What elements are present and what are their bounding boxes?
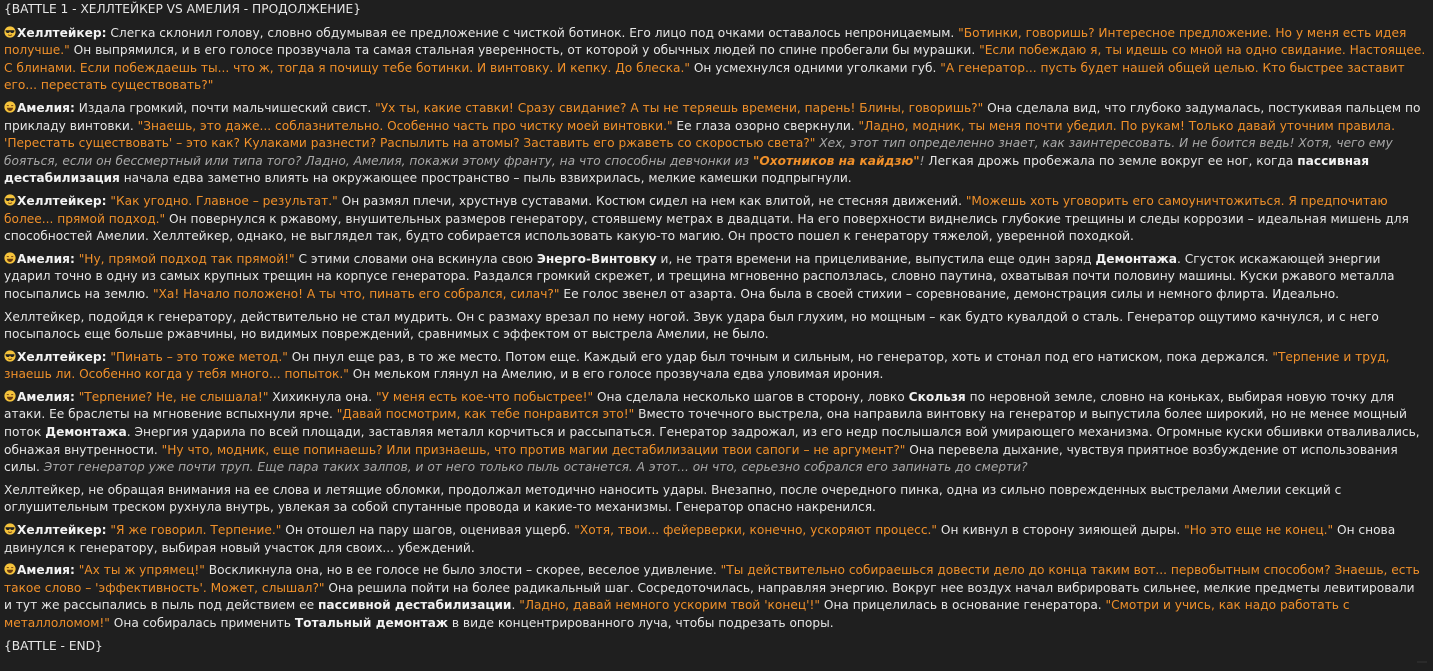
speaker-name: Амелия: [17,251,75,266]
narration-text: Она решила пойти на более радикальный шаг. Сосредоточилась, направляя энергию. Вокруг нее воздух начал вибрировать сильнее, мелкие предметы левитировали и тут же рассыпались в пыль под действием ее [4,580,1419,613]
speaker-name: Хеллтейкер: [17,523,107,538]
narration-text: Он пнул еще раз, в то же место. Потом еще. Каждый его удар был точным и сильным, но генератор, хоть и стонал под его натиском, пока держался. [287,349,1273,364]
dialogue-quote: "Смотри и учись, как надо работать с металлоломом!" [4,598,1354,630]
dialogue-quote: "Терпение? Не, не слышала!" [78,389,269,404]
message-paragraph [4,309,1426,344]
narration-text: в виде концентрированного луча, чтобы подрезать опоры. [447,616,834,630]
sunglasses-icon [4,350,16,362]
grin-icon [4,252,16,264]
ability-name: Энерго-Винтовку [536,251,657,266]
narration-text: Он размял плечи, хрустнув суставами. Костюм сидел на нем как влитой, не стесняя движений. [337,193,966,208]
dialogue-quote: "Хотя, твои... фейерверки, конечно, ускоряют процесс." [574,523,938,538]
scrollbar-thumb[interactable] [1417,661,1427,663]
speaker-name: Хеллтейкер: [17,25,107,40]
battle-header: {BATTLE 1 - ХЕЛЛТЕЙКЕР VS АМЕЛИЯ - ПРОДОЛЖЕНИЕ} [4,2,362,16]
dialogue-quote: "Если побеждаю я, ты идешь со мной на одно свидание. Настоящее. С блинами. Если побеждаешь ты... что ж, тогда я почищу тебе ботинки. И винтовку. И кепку. До блеска." [4,43,1430,75]
narration-text: Ее глаза озорно сверкнули. [672,118,859,133]
narration-text: . Сгусток искажающей энергии ударил точно в одну из самых крупных трещин на корпусе генератора. Раздался громкий скрежет, и трещина мгновенно расползлась, словно паутина, охватывая почти половину машины. Куски ржавого металла посыпались на землю. [4,251,1399,301]
dialogue-quote: "Я же говорил. Терпение." [110,523,282,538]
narration-text: С этими словами она вскинула свою [294,251,537,266]
narration-text: Слегка склонил голову, словно обдумывая ее предложение с чисткой ботинок. Его лицо под очками оставалось непроницаемым. [106,25,959,40]
ability-name: Скользя [908,389,966,404]
dialogue-quote: "Ах ты ж упрямец!" [78,563,205,578]
chat-log [4,1,1430,655]
ability-name: Демонтажа [45,425,127,440]
narration-text: начала едва заметно влиять на окружающее пространство – пыль взвихрилась, мелкие камешки подпрыгнули. [119,171,852,186]
dialogue-quote: "Терпение и труд, знаешь ли. Особенно когда у тебя много... попыток." [4,349,1394,382]
speaker-name: Хеллтейкер: [17,193,107,208]
narration-text: Она собиралась применить [109,616,295,630]
dialogue-quote: "Пинать – это тоже метод." [110,349,288,364]
narration-text: Издала громкий, почти мальчишеский свист. [74,100,376,115]
message-paragraph [4,193,1426,246]
ability-name: Тотальный демонтаж [294,616,448,630]
grin-icon [4,101,16,113]
speaker-name: Хеллтейкер: [17,349,107,364]
narration-text: Ее голос звенел от азарта. Она была в своей стихии – соревнование, демонстрация силы и немного флирта. Идеально. [559,286,1340,301]
dialogue-quote: "Но это еще не конец." [1184,523,1334,538]
dialogue-quote: "Ты действительно собираешься довести дело до конца таким вот... первобытным способом? Знаешь, есть такое слово – 'эффективность'. Может, слышал?" [4,563,1424,595]
narration-text: Она сделала вид, что глубоко задумалась, постукивая пальцем по прикладу винтовки. [4,100,1425,133]
grin-icon [4,563,16,575]
narration-text: Он повернулся к ржавому, внушительных размеров генератору, стоявшему метрах в двадцати. На его поверхности виднелись глубокие трещины и следы коррозии – идеальная мишень для способностей Амелии. Хеллтейкер, однако, не выглядел так, будто собирается использовать какую-то магию. Он просто пошел к генератору тяжелой, уверенной походкой. [4,211,1413,244]
narration-text: Воскликнула она, но в ее голосе не было злости – скорее, веселое удивление. [204,563,721,578]
message-paragraph [4,349,1426,384]
message-paragraph [4,482,1426,517]
narration-text: Он усмехнулся одними уголками губ. [689,60,941,75]
dialogue-quote: "А генератор... пусть будет нашей общей целью. Кто быстрее заставит его... перестать существовать?" [4,60,1409,93]
dialogue-quote: "Можешь хоть уговорить его самоуничтожиться. Я предпочитаю более... прямой подход." [4,193,1392,226]
battle-footer: {BATTLE - END} [4,638,103,653]
grin-icon [4,390,16,402]
narration-text: Легкая дрожь пробежала по земле вокруг ее ног, когда [924,153,1298,168]
message-paragraph [4,562,1426,632]
speaker-name: Амелия: [17,389,75,404]
speaker-name: Амелия: [17,563,75,578]
narration-text: . Энергия ударила по всей площади, заставляя металл корчиться и рассыпаться. Генератор задрожал, из его недр послышался вой умирающего механизма. Огромные куски обшивки отваливались, обнажая внутренности. [4,425,1424,457]
dialogue-quote: "Ну, прямой подход так прямой!" [78,251,295,266]
narration-text: и, не тратя времени на прицеливание, выпустила еще один заряд [656,251,1096,266]
message-paragraph [4,100,1426,188]
dialogue-quote: "У меня есть кое-что побыстрее!" [376,389,594,404]
dialogue-quote: "Ух ты, какие ставки! Сразу свидание? А ты не теряешь времени, парень! Блины, говоришь?" [375,100,984,115]
dialogue-quote: "Ха! Начало положено! А ты что, пинать его собрался, силач?" [152,286,560,301]
sunglasses-icon [4,26,16,38]
narration-text: Хеллтейкер, не обращая внимания на ее слова и летящие обломки, продолжал методично наносить удары. Внезапно, после очередного пинка, одна из сильно поврежденных выстрелами Амелии секций с оглушительным треском рухнула внутрь, увлекая за собой спутанные провода и какие-то механизмы. Генератор опасно накренился. [4,482,1346,515]
dialogue-quote: "Знаешь, это даже... соблазнительно. Особенно часть про чистку моей винтовки." [137,118,673,133]
dialogue-quote: "Ладно, давай немного ускорим твой 'конец'!" [519,598,820,613]
sunglasses-icon [4,194,16,206]
dialogue-quote: "Ботинки, говоришь? Интересное предложение. Но у меня есть идея получше." [4,25,1411,58]
inner-thought: Этот генератор уже почти труп. Еще пара таких залпов, и от него только пыль останется. А этот... он что, серьезно собрался его запинать до смерти? [43,460,1028,475]
inner-thought-quote: "Охотников на кайдзю" [753,153,920,168]
message-paragraph [4,389,1426,477]
narration-text: Хихикнула она. [268,389,377,404]
ability-name: пассивная дестабилизация [4,153,1374,186]
narration-text: по неровной земле, словно на коньках, выбирая новую точку для атаки. Ее браслеты на мгновение вспыхнули ярче. [4,389,1398,422]
dialogue-quote: "Давай посмотрим, как тебе понравится это!" [336,407,635,422]
narration-text: Он отошел на пару шагов, оценивая ущерб. [281,523,575,538]
message-list [4,25,1430,633]
dialogue-quote: "Ладно, модник, ты меня почти убедил. По рукам! Только давай уточним правила. 'Перестать существовать' – это как? Кулаками разнести? Распылить на атомы? Заставить его ржаветь со скоростью света?" [4,118,1399,151]
dialogue-quote: "Как угодно. Главное – результат." [110,193,338,208]
ability-name: Демонтажа [1095,251,1177,266]
narration-text: Он выпрямился, и в его голосе прозвучала та самая стальная уверенность, от которой у обычных людей по спине пробегали бы мурашки. [69,43,980,58]
message-paragraph [4,251,1426,304]
dialogue-quote: "Ну что, модник, еще попинаешь? Или признаешь, что против магии дестабилизации твои сапоги – не аргумент?" [161,442,906,457]
narration-text: Она перевела дыхание, чувствуя приятное возбуждение от использования силы. [4,442,1402,475]
narration-text: Он мельком глянул на Амелию, и в его голосе прозвучала едва уловимая ирония. [348,367,884,382]
narration-text: Вместо точечного выстрела, она направила винтовку на генератор и выпустила более широкий, но не менее мощный поток [4,407,1411,440]
narration-text: Хеллтейкер, подойдя к генератору, действительно не стал мудрить. Он с размаху врезал по нему ногой. Звук удара был глухим, но мощным – как будто кувалдой о сталь. Генератор ощутимо качнулся, и с него посыпалось еще больше ржавчины, но видимых повреждений, сравнимых с эффектом от выстрела Амелии, не было. [4,309,1383,342]
speaker-name: Амелия: [17,100,75,115]
narration-text: . [511,598,520,613]
message-paragraph [4,522,1426,557]
sunglasses-icon [4,523,16,535]
scrollbar[interactable] [1419,0,1427,671]
ability-name: пассивной дестабилизации [317,598,512,613]
inner-thought: Хех, этот тип определенно знает, как заинтересовать. И не боится ведь! Хотя, чего ему бояться, если он бессмертный или типа того? Ладно, Амелия, покажи этому франту, на что способны девчонки из [4,136,1397,168]
inner-thought: ! [919,153,925,168]
message-paragraph [4,25,1430,95]
narration-text: Она сделала несколько шагов в сторону, ловко [593,389,909,404]
narration-text: Он снова двинулся к генератору, выбирая новый участок для своих... убеждений. [4,523,1400,555]
narration-text: Он кивнул в сторону зияющей дыры. [937,523,1185,538]
narration-text: Она прицелилась в основание генератора. [819,598,1106,613]
